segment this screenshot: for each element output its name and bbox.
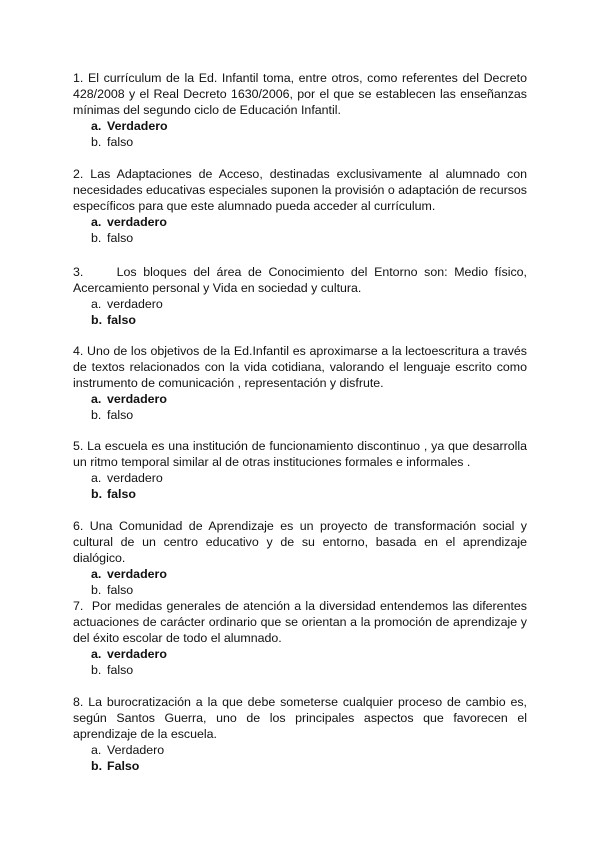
question-text: 6. Una Comunidad de Aprendizaje es un proyecto de transformación social y cultural de un centro educativo y de su entorno, basada en el aprendizaje dialógico.: [73, 519, 527, 565]
option-b: b. falso: [91, 313, 136, 327]
question-5: [73, 438, 527, 502]
option-list: [73, 214, 527, 246]
question-text: 5. La escuela es una institución de funcionamiento discontinuo , ya que desarrolla un ritmo temporal similar al de otras instituciones formales e informales .: [73, 439, 527, 469]
question-1: [73, 70, 527, 150]
option-b: b. falso: [91, 663, 134, 677]
question-text: 7. Por medidas generales de atención a la diversidad entendemos las diferentes actuaciones de carácter ordinario que se orientan a la promoción de aprendizaje y del éxito escolar de todo el alumnado.: [73, 599, 531, 645]
option-list: [73, 646, 527, 678]
option-a: a. Verdadero: [91, 119, 168, 133]
option-list: [73, 296, 527, 328]
option-list: [73, 566, 527, 598]
question-3: [73, 264, 530, 328]
option-list: [73, 391, 527, 423]
question-text: 4. Uno de los objetivos de la Ed.Infantil es aproximarse a la lectoescritura a través de textos relacionados con la vida cotidiana, valorando el lenguaje escrito como instrumento de comunicación , representación y disfrute.: [73, 344, 527, 390]
option-b: b. falso: [91, 231, 134, 245]
option-list: [73, 118, 527, 150]
option-a: a. verdadero: [91, 297, 163, 311]
question-2: [73, 166, 527, 246]
option-list: [73, 470, 527, 502]
option-b: b. falso: [91, 408, 134, 422]
option-a: a. verdadero: [91, 471, 163, 485]
option-b: b. falso: [91, 135, 134, 149]
question-4: [73, 343, 527, 423]
option-b: b. Falso: [91, 759, 140, 773]
option-a: a. verdadero: [91, 392, 167, 406]
question-text: 8. La burocratización a la que debe someterse cualquier proceso de cambio es, según Santos Guerra, uno de los principales aspectos que favorecen el aprendizaje de la escuela.: [73, 695, 527, 741]
question-8: [73, 694, 527, 774]
option-a: a. verdadero: [91, 647, 167, 661]
question-text: 2. Las Adaptaciones de Acceso, destinadas exclusivamente al alumnado con necesidades educativas especiales suponen la provisión o adaptación de recursos específicos para que este alumnado pueda acceder al currículum.: [73, 167, 527, 213]
question-7: [73, 598, 531, 678]
question-6: [73, 518, 527, 598]
option-a: a. verdadero: [91, 215, 167, 229]
option-list: [73, 742, 527, 774]
question-text: 3. Los bloques del área de Conocimiento del Entorno son: Medio físico, Acercamiento personal y Vida en sociedad y cultura.: [73, 265, 530, 295]
option-b: b. falso: [91, 487, 136, 501]
question-text: 1. El currículum de la Ed. Infantil toma, entre otros, como referentes del Decreto 428/2008 y el Real Decreto 1630/2006, por el que se establecen las enseñanzas mínimas del segundo ciclo de Educación Infantil.: [73, 71, 527, 117]
option-b: b. falso: [91, 583, 134, 597]
option-a: a. verdadero: [91, 567, 167, 581]
option-a: a. Verdadero: [91, 743, 165, 757]
